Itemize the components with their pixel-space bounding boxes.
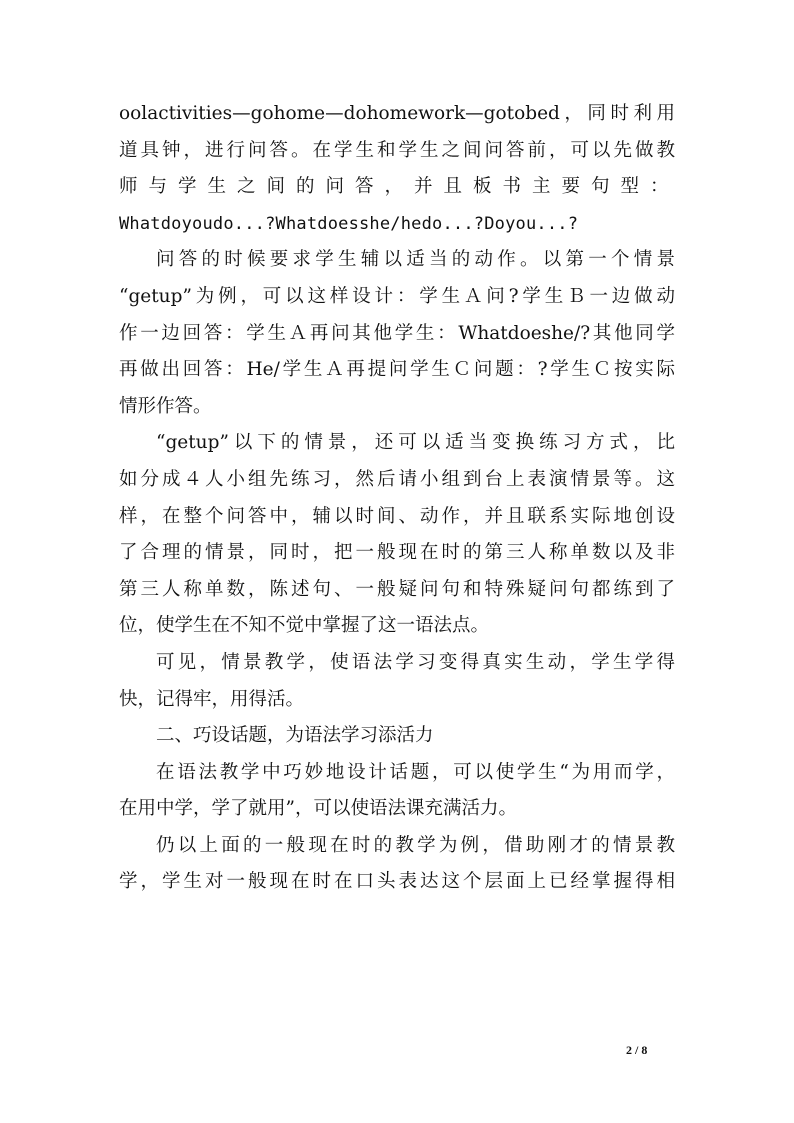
text-line: 位，使学生在不知不觉中掌握了这一语法点。 [119,615,490,637]
paragraph-6 [119,828,675,901]
text-line: 二、巧设话题，为语法学习添活力 [156,725,434,747]
text-line: 样，在整个问答中，辅以时间、动作，并且联系实际地创设 [119,505,675,527]
text-line: 作一边回答：学生Ａ再问其他学生：Whatdoeshe/?其他同学 [119,322,675,344]
paragraph-1 [119,96,675,242]
paragraph-2 [119,242,675,425]
text-line: 如分成４人小组先练习，然后请小组到台上表演情景等。这 [119,468,675,490]
text-line: 了合理的情景，同时，把一般现在时的第三人称单数以及非 [119,542,675,564]
text-line: 道具钟，进行问答。在学生和学生之间问答前，可以先做教 [119,139,675,161]
text-line: 师与学生之间的问答，并且板书主要句型： [119,176,675,198]
text-line: 第三人称单数，陈述句、一般疑问句和特殊疑问句都练到了 [119,578,675,600]
text-line: 可见，情景教学，使语法学习变得真实生动，学生学得 [156,651,675,673]
paragraph-5 [119,755,675,828]
page-body [119,96,675,901]
paragraph-3 [119,425,675,645]
text-line: 问答的时候要求学生辅以适当的动作。以第一个情景 [156,249,675,271]
text-line: 在用中学，学了就用”，可以使语法课充满活力。 [119,798,517,820]
text-line: 仍以上面的一般现在时的教学为例，借助刚才的情景教 [156,834,675,856]
text-line: “getup”为例，可以这样设计：学生Ａ问?学生Ｂ一边做动 [119,285,675,307]
text-line: Whatdoyoudo...?Whatdoesshe/hedo...?Doyou...? [119,213,579,234]
text-line: 学，学生对一般现在时在口头表达这个层面上已经掌握得相 [119,871,675,893]
text-line: 再做出回答：He/学生Ａ再提问学生Ｃ问题：?学生Ｃ按实际 [119,359,675,381]
text-line: 快，记得牢，用得活。 [119,688,305,710]
text-line: oolactivities—gohome—dohomework—gotobed，同时利用 [119,103,675,124]
section-heading [119,718,675,755]
page-number: 2 / 8 [626,1043,648,1057]
text-line: 情形作答。 [119,395,212,417]
text-line: “getup”以下的情景，还可以适当变换练习方式，比 [156,432,675,454]
paragraph-4 [119,645,675,718]
text-line: 在语法教学中巧妙地设计话题，可以使学生“为用而学， [156,761,675,783]
